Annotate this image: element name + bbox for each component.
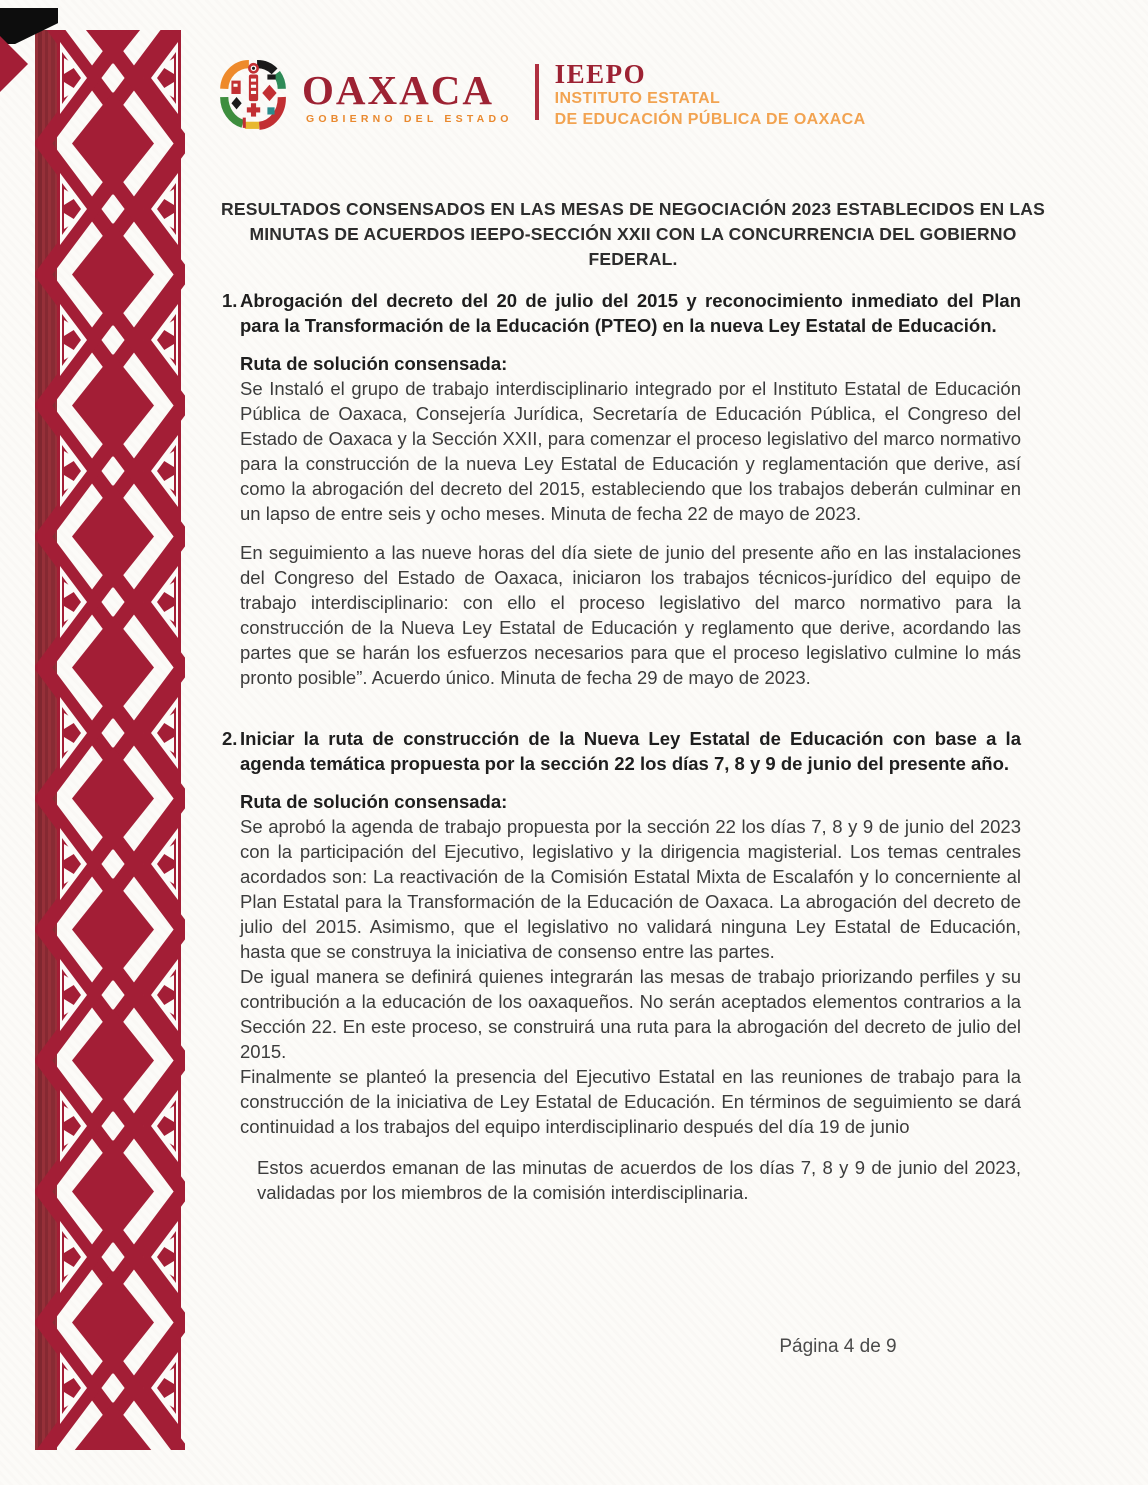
item-heading: Iniciar la ruta de construcción de la Nueva Ley Estatal de Educación con base a la agenda temática propuesta por la sección 22 los días 7, 8 y 9 de junio del presente año.: [240, 728, 1021, 774]
item-paragraph: Se Instaló el grupo de trabajo interdisciplinario integrado por el Instituto Estatal de Educación Pública de Oaxaca, Consejería Jurídica, Secretaría de Educación Pública, el Congreso del Estado de Oaxaca y la Sección XXII, para comenzar el proceso legislativo del marco normativo para la construcción de la nueva Ley Estatal de Educación y reglamentación que derive, así como la abrogación del decreto del 2015, estableciendo que los trabajos deberán culminar en un lapso de entre seis y ocho meses. Minuta de fecha 22 de mayo de 2023.: [240, 378, 1021, 524]
scan-artifact-pattern-bleed: [0, 36, 28, 92]
page-number: Página 4 de 9: [779, 1336, 897, 1357]
closing-paragraph: Estos acuerdos emanan de las minutas de acuerdos de los días 7, 8 y 9 de junio del 2023, validadas por los miembros de la comisión interdisciplinaria.: [257, 1157, 1021, 1203]
brand-tagline: GOBIERNO DEL ESTADO: [306, 113, 513, 125]
agreement-item-1: [205, 288, 1061, 690]
item-paragraph: De igual manera se definirá quienes integrarán las mesas de trabajo priorizando perfiles y su contribución a la educación de los oaxaqueños. No serán aceptados elementos contrarios a la Sección 22. En este proceso, se construirá una ruta para la abrogación del decreto de julio del 2015.: [240, 966, 1021, 1062]
brand-wordmark: OAXACA: [302, 67, 494, 113]
item-paragraph: Se aprobó la agenda de trabajo propuesta por la sección 22 los días 7, 8 y 9 de junio del 2023 con la participación del Ejecutivo, legislativo y la dirigencia magisterial. Los temas centrales acordados son: La reactivación de la Comisión Estatal Mixta de Escalafón y lo concerniente al Plan Estatal para la Transformación de la Educación de Oaxaca. La abrogación del decreto de julio del 2015. Asimismo, que el legislativo no validará ninguna Ley Estatal de Educación, hasta que se construya la iniciativa de consenso entre las partes.: [240, 816, 1021, 962]
item-number: 1.: [222, 290, 238, 311]
textile-pattern: [35, 0, 185, 1485]
item-heading: Abrogación del decreto del 20 de julio del 2015 y reconocimiento inmediato del Plan para la Transformación de la Educación (PTEO) en la nueva Ley Estatal de Educación.: [240, 290, 1021, 336]
item-paragraph: Finalmente se planteó la presencia del Ejecutivo Estatal en las reuniones de trabajo para la construcción de la iniciativa de Ley Estatal de Educación. En términos de seguimiento se dará continuidad a los trabajos del equipo interdisciplinario después del día 19 de junio: [240, 1066, 1021, 1137]
item-subheading: Ruta de solución consensada:: [240, 791, 508, 812]
item-paragraph: En seguimiento a las nueve horas del día siete de junio del presente año en las instalaciones del Congreso del Estado de Oaxaca, iniciaron los trabajos técnicos-jurídico del equipo de trabajo interdisciplinario: con ello el proceso legislativo del marco normativo para la construcción de la Nueva Ley Estatal de Educación y reglamento que derive, acordando las partes que se harán los esfuerzos necesarios para que el proceso legislativo culmine lo más pronto posible”. Acuerdo único. Minuta de fecha 29 de mayo de 2023.: [240, 542, 1021, 688]
org-name-line1: INSTITUTO ESTATAL: [554, 90, 721, 107]
agreement-item-2: [205, 726, 1061, 1139]
item-number: 2.: [222, 728, 238, 749]
document-title: RESULTADOS CONSENSADOS EN LAS MESAS DE NEGOCIACIÓN 2023 ESTABLECIDOS EN LAS MINUTAS DE ACUERDOS IEEPO-SECCIÓN XXII CON LA CONCURRENCIA DEL GOBIERNO FEDERAL.: [221, 199, 1045, 269]
document-body: [205, 0, 1061, 1485]
item-subheading: Ruta de solución consensada:: [240, 353, 508, 374]
org-name-line2: DE EDUCACIÓN PÚBLICA DE OAXACA: [554, 111, 866, 128]
org-acronym: IEEPO: [554, 59, 647, 89]
